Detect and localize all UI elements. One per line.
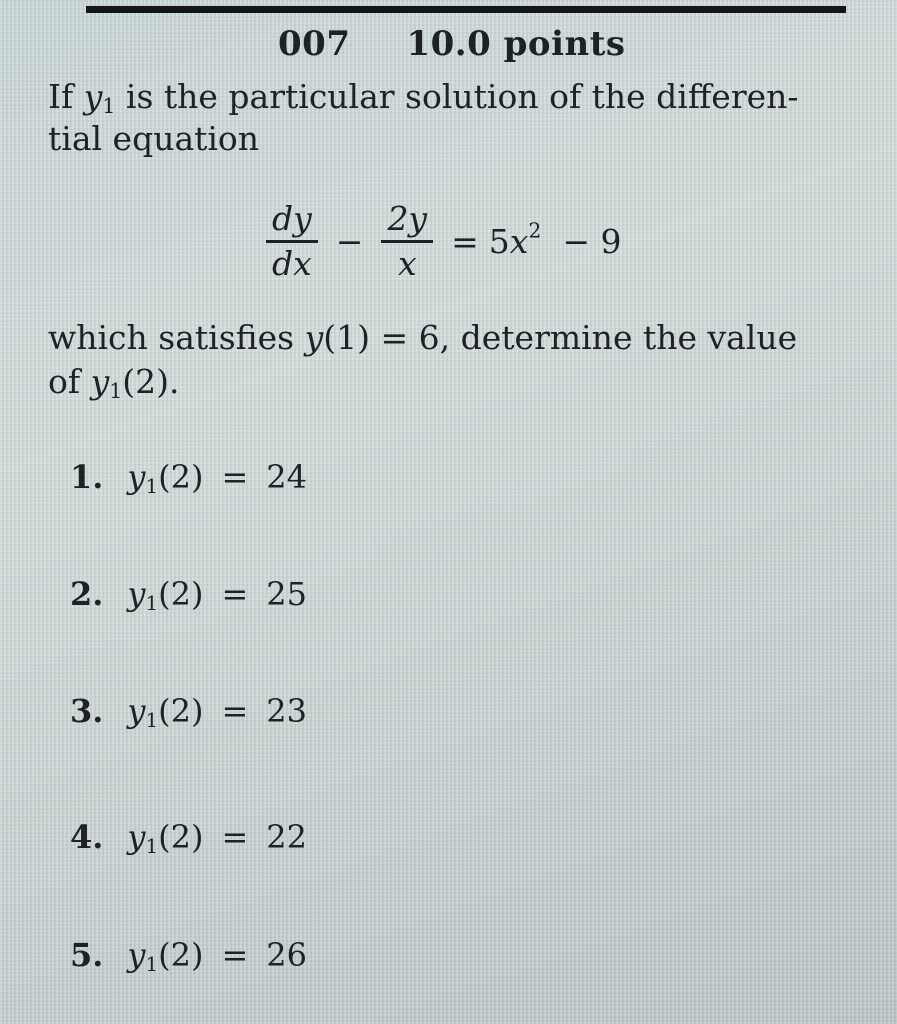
choice-number: 5. [70, 936, 104, 974]
condition-var: y [90, 362, 110, 401]
choice-arg: (2) [158, 458, 204, 496]
choice-value: 24 [266, 458, 307, 496]
choice-var: y [127, 692, 146, 730]
choice-var-subscript: 1 [145, 952, 159, 976]
choice-var: y [127, 936, 146, 974]
fraction-denominator: x [397, 243, 417, 283]
choice-value: 26 [266, 936, 307, 974]
choice-arg: (2) [158, 692, 204, 730]
condition-text: which satisfies [48, 318, 305, 357]
question-number: 007 [278, 24, 351, 64]
answer-choice-3[interactable] [70, 692, 307, 730]
condition-text: , determine the value [439, 318, 798, 357]
answer-choice-1[interactable] [70, 458, 307, 496]
choice-arg: (2) [158, 818, 204, 856]
condition-line-1 [48, 316, 797, 360]
choice-var-subscript: 1 [145, 708, 159, 732]
choice-equals: = [221, 575, 249, 613]
condition-arg: (2) [122, 362, 169, 401]
choice-value: 23 [266, 692, 307, 730]
choice-var-subscript: 1 [145, 591, 159, 615]
choice-var-subscript: 1 [145, 474, 159, 498]
stem-text: is the particular solution of the differen- [115, 77, 799, 116]
equals-sign: = [451, 221, 479, 261]
question-stem [48, 76, 878, 160]
fraction-dy-dx [266, 200, 318, 283]
choice-number: 1. [70, 458, 104, 496]
condition-period: . [169, 362, 180, 401]
choice-value: 25 [266, 575, 307, 613]
choice-number: 4. [70, 818, 104, 856]
stem-line-1 [48, 76, 878, 118]
choice-number: 3. [70, 692, 104, 730]
choice-var: y [127, 458, 146, 496]
rhs-constant: − 9 [562, 221, 622, 261]
choice-var: y [127, 575, 146, 613]
choice-equals: = [221, 818, 249, 856]
choice-var-subscript: 1 [145, 834, 159, 858]
choice-var: y [127, 818, 146, 856]
fraction-numerator: dy [272, 198, 312, 238]
choice-equals: = [221, 458, 249, 496]
rhs-coefficient: 5 [488, 221, 510, 261]
condition-value: (1) = 6 [323, 318, 440, 357]
answer-choice-5[interactable] [70, 936, 307, 974]
choice-equals: = [221, 692, 249, 730]
stem-var-subscript: 1 [102, 94, 116, 119]
fraction-2y-x [381, 200, 433, 283]
rhs-exponent: 2 [528, 218, 542, 243]
choice-value: 22 [266, 818, 307, 856]
minus-sign: − [335, 221, 364, 261]
choice-arg: (2) [158, 575, 204, 613]
fraction-denominator: dx [272, 243, 312, 283]
stem-line-2: tial equation [48, 119, 260, 158]
choice-arg: (2) [158, 936, 204, 974]
question-header [278, 24, 626, 64]
stem-text: If [48, 77, 84, 116]
differential-equation [258, 196, 622, 286]
answer-choice-4[interactable] [70, 818, 307, 856]
condition-var-subscript: 1 [109, 379, 123, 404]
condition-text: of [48, 362, 91, 401]
equation-rhs [488, 218, 622, 261]
rhs-variable: x [509, 221, 529, 261]
answer-choice-2[interactable] [70, 575, 307, 613]
fraction-numerator: 2y [387, 198, 428, 238]
top-divider [86, 6, 846, 13]
question-points: 10.0 points [406, 24, 626, 64]
condition-var: y [304, 318, 324, 357]
choice-number: 2. [70, 575, 104, 613]
condition-line-2 [48, 360, 797, 404]
question-condition [48, 316, 797, 404]
choice-equals: = [221, 936, 249, 974]
stem-var-y: y [83, 77, 103, 116]
